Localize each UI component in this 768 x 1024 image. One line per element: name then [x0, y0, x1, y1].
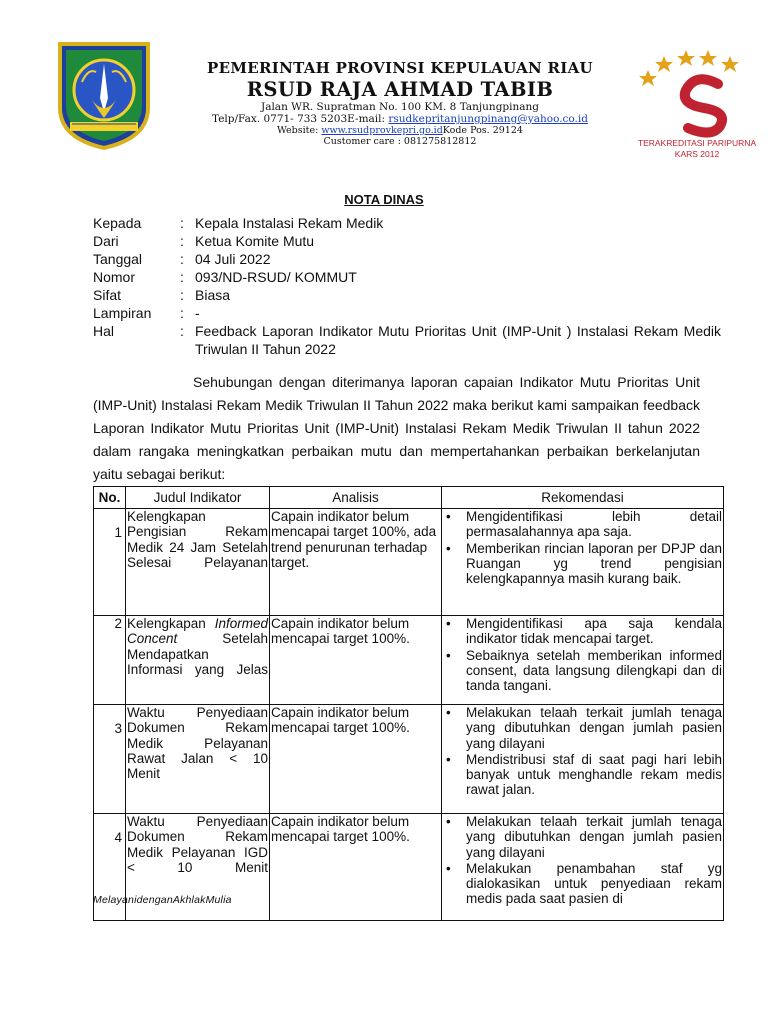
indicator-title [126, 616, 270, 705]
telephone-fax: Telp/Fax. 0771- 733 5203E-mail: [212, 113, 389, 125]
meta-colon: : [180, 305, 184, 321]
email-link[interactable]: rsudkepritanjungpinang@yahoo.co.id [388, 113, 588, 125]
recommendation-list [443, 705, 722, 798]
analysis-text: Capain indikator belum mencapai target 100%. [270, 705, 442, 814]
recommendation-item: • Melakukan penambahan staf yg dialokasikan untuk penyediaan rekam medis pada saat pasien di [466, 861, 722, 907]
meta-value: Kepala Instalasi Rekam Medik [195, 215, 384, 231]
header-analisis: Analisis [270, 487, 442, 509]
table-row [94, 705, 724, 814]
recommendation-item: • Melakukan telaah terkait jumlah tenaga yang dibutuhkan dengan jumlah pasien yang dilayani [466, 814, 722, 860]
meta-colon: : [180, 251, 184, 267]
header-no: No. [94, 487, 126, 509]
meta-colon: : [180, 323, 184, 339]
recommendation-cell [442, 814, 724, 921]
contact-line [150, 113, 650, 125]
accreditation-line-2: KARS 2012 [674, 149, 720, 159]
meta-value: Feedback Laporan Indikator Mutu Prioritas Unit (IMP-Unit ) Instalasi Rekam Medik Triwulan II Tahun 2022 [195, 323, 721, 357]
meta-key: Nomor [93, 269, 136, 285]
website-label: Website: [277, 125, 322, 136]
meta-key: Tanggal [93, 251, 143, 267]
recommendation-list [443, 814, 722, 907]
analysis-text: Capain indikator belum mencapai target 100%, ada trend penurunan terhadap target. [270, 509, 442, 616]
accreditation-text [632, 138, 762, 160]
meta-key: Dari [93, 233, 119, 249]
row-number: 1 [94, 509, 126, 616]
meta-key: Kepada [93, 215, 142, 231]
meta-colon: : [180, 215, 184, 231]
recommendation-cell [442, 509, 724, 616]
meta-value: - [195, 305, 200, 321]
row-number: 4 [94, 814, 126, 921]
analysis-text: Capain indikator belum mencapai target 100%. [270, 616, 442, 705]
header-rekomendasi: Rekomendasi [442, 487, 724, 509]
indicator-title-part: Kelengkapan [127, 616, 206, 631]
meta-value: 04 Juli 2022 [195, 251, 271, 267]
recommendation-item: • Mendistribusi staf di saat pagi hari lebih banyak untuk menghandle rekam medis rawat jalan. [466, 752, 722, 798]
recommendation-list [443, 509, 722, 586]
indicator-title: Waktu Penyediaan Dokumen Rekam Medik Pelayanan IGD < 10 Menit [126, 814, 270, 921]
meta-key: Lampiran [93, 305, 152, 321]
recommendation-cell [442, 616, 724, 705]
recommendation-cell [442, 705, 724, 814]
meta-value: Ketua Komite Mutu [195, 233, 315, 249]
meta-key: Hal [93, 323, 115, 339]
indicator-title-part: Setelah Mendapatkan Informasi yang Jelas [127, 631, 268, 677]
accreditation-line-1: TERAKREDITASI PARIPURNA [637, 138, 757, 148]
row-number: 3 [94, 705, 126, 814]
meta-value: 093/ND-RSUD/ KOMMUT [195, 269, 357, 285]
customer-care: Customer care : 081275812812 [323, 136, 477, 147]
row-number: 2 [94, 616, 126, 705]
table-header-row [94, 487, 724, 509]
website-link[interactable]: www.rsudprovkepri.go.id [321, 125, 443, 136]
province-emblem-logo [52, 38, 156, 150]
meta-colon: : [180, 233, 184, 249]
hospital-address: Jalan WR. Supratman No. 100 KM. 8 Tanjungpinang [260, 101, 540, 113]
government-name: PEMERINTAH PROVINSI KEPULAUAN RIAU [207, 59, 593, 77]
recommendation-item: • Mengidentifikasi lebih detail permasalahannya apa saja. [466, 509, 722, 540]
indicator-title-italic: Informed Concent [127, 616, 268, 647]
table-row [94, 509, 724, 616]
website-line [150, 125, 650, 136]
postal-code: Kode Pos. 29124 [442, 125, 523, 136]
footer-motto: MelayanidenganAkhlakMulia [93, 894, 232, 906]
analysis-text: Capain indikator belum mencapai target 100%. [270, 814, 442, 921]
meta-colon: : [180, 269, 184, 285]
recommendation-item: • Memberikan rincian laporan per DPJP dan Ruangan yg trend pengisian kelengkapannya masih kurang baik. [466, 541, 722, 587]
intro-paragraph-text: Sehubungan dengan diterimanya laporan capaian Indikator Mutu Prioritas Unit (IMP-Unit) Instalasi Rekam Medik Triwulan II Tahun 2022 maka berikut kami sampaikan feedback Laporan Indikator Mutu Prioritas Unit (IMP-Unit) Instalasi Rekam Medik Triwulan II tahun 2022 dalam rangaka meningkatkan perbaikan mutu dan mempertahankan perbaikan berkelanjutan yaitu sebagai berikut: [93, 374, 700, 482]
meta-value: Biasa [195, 287, 231, 303]
intro-paragraph [93, 371, 700, 486]
recommendation-item: • Sebaiknya setelah memberikan informed consent, data langsung dilengkapi dan di tanda tangani. [466, 648, 722, 694]
meta-key: Sifat [93, 287, 122, 303]
indicator-title: Waktu Penyediaan Dokumen Rekam Medik Pelayanan Rawat Jalan < 10 Menit [126, 705, 270, 814]
recommendation-item: • Melakukan telaah terkait jumlah tenaga yang dibutuhkan dengan jumlah pasien yang dilayani [466, 705, 722, 751]
recommendation-item: • Mengidentifikasi apa saja kendala indikator tidak mencapai target. [466, 616, 722, 647]
table-row [94, 616, 724, 705]
recommendation-list [443, 616, 722, 693]
document-title: NOTA DINAS [344, 192, 424, 207]
indicator-title: Kelengkapan Pengisian Rekam Medik 24 Jam Setelah Selesai Pelayanan [126, 509, 270, 616]
indicator-table [93, 486, 724, 921]
meta-colon: : [180, 287, 184, 303]
header-judul: Judul Indikator [126, 487, 270, 509]
hospital-name: RSUD RAJA AHMAD TABIB [246, 78, 554, 101]
